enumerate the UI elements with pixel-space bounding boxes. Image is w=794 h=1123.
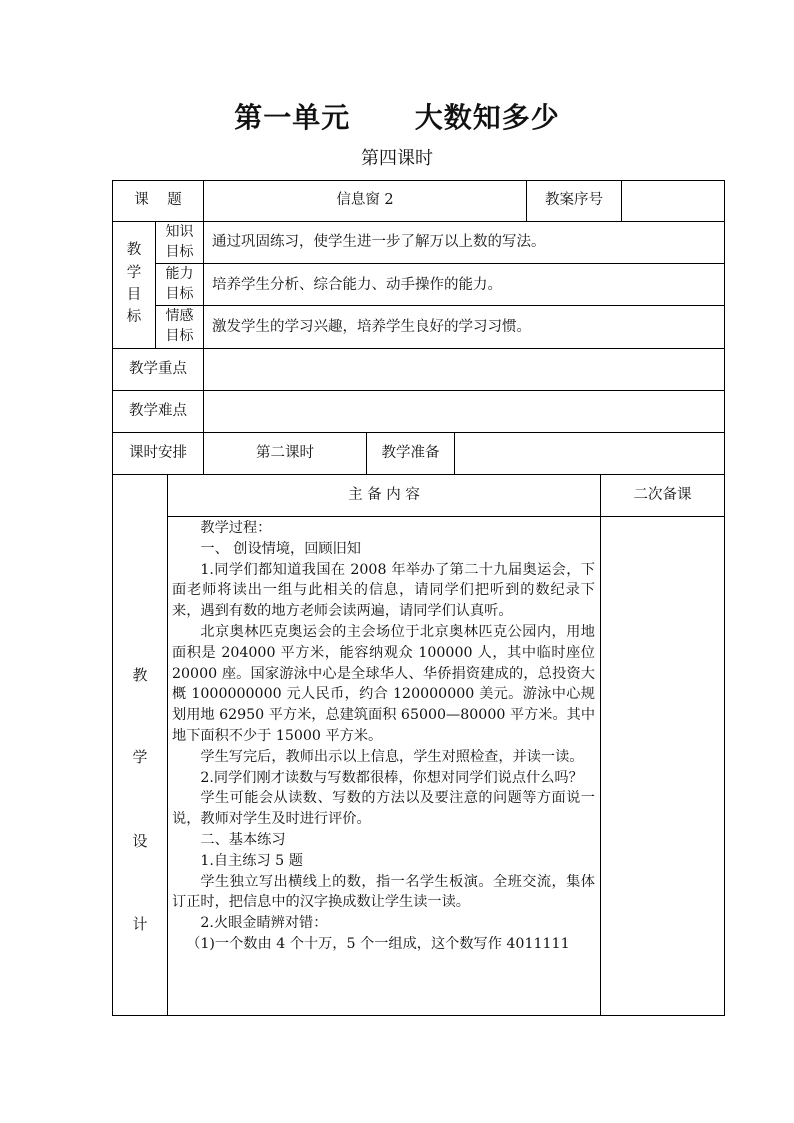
design-side-label-1: 教 xyxy=(132,666,148,684)
schedule-value: 第二课时 xyxy=(256,445,314,461)
objectives-group-cell xyxy=(112,221,156,349)
objectives-group-label-3: 目 xyxy=(126,287,142,303)
serial-label: 教案序号 xyxy=(545,192,603,208)
topic-value: 信息窗 2 xyxy=(336,192,394,208)
exercise-2: 2.火眼金睛辨对错： xyxy=(200,915,328,932)
difficulties-label: 教学难点 xyxy=(129,403,187,419)
design-side-cell xyxy=(112,474,168,1016)
paragraph-2: 2.同学们刚才读数与写数都很棒，你想对同学们说点什么吗？ xyxy=(200,769,583,786)
topic-label: 课 题 xyxy=(134,192,182,208)
difficulties-value-cell xyxy=(203,390,725,433)
main-content-header: 主 备 内 容 xyxy=(348,487,420,503)
paragraph-check: 学生写完后，教师出示以上信息，学生对照检查，并读一读。 xyxy=(200,748,584,765)
exercise-2-item-1: （1)一个数由 4 个十万，5 个一组成，这个数写作 4011111 xyxy=(186,935,570,952)
schedule-label: 课时安排 xyxy=(129,445,187,461)
section-2-heading: 二、基本练习 xyxy=(200,831,286,848)
objectives-group-label-2: 学 xyxy=(126,265,142,281)
ability-goal-text: 培养学生分析、综合能力、动手操作的能力。 xyxy=(212,277,502,293)
emotion-goal-label-line1: 情感 xyxy=(165,308,194,324)
design-side-label-2: 学 xyxy=(132,748,148,766)
ability-goal-label-line2: 目标 xyxy=(165,286,194,302)
lesson-process-text xyxy=(172,518,595,955)
key-points-label: 教学重点 xyxy=(129,361,187,377)
prep-label: 教学准备 xyxy=(381,445,440,461)
design-side-label-3: 设 xyxy=(132,832,148,850)
knowledge-goal-label-line1: 知识 xyxy=(165,224,194,240)
objectives-group-label-1: 教 xyxy=(126,242,142,258)
design-side-label-4: 计 xyxy=(132,915,148,933)
exercise-1-detail: 学生独立写出横线上的数，指一名学生板演。全班交流，集体订正时，把信息中的汉字换成数让学生读一读。 xyxy=(172,873,595,911)
knowledge-goal-label-line2: 目标 xyxy=(165,244,194,260)
process-heading: 教学过程： xyxy=(200,520,272,536)
key-points-value-cell xyxy=(203,348,725,391)
section-1-heading: 一、 创设情境，回顾旧知 xyxy=(200,540,361,557)
objectives-group-label-4: 标 xyxy=(126,309,142,325)
secondary-prep-body-cell xyxy=(600,516,725,1016)
serial-value-cell xyxy=(621,180,725,222)
secondary-prep-header: 二次备课 xyxy=(633,487,692,503)
paragraph-evaluation: 学生可能会从读数、写数的方法以及要注意的问题等方面说一说，教师对学生及时进行评价。 xyxy=(172,790,595,828)
prep-value-cell xyxy=(454,432,725,475)
ability-goal-label-line1: 能力 xyxy=(165,266,194,282)
emotion-goal-text: 激发学生的学习兴趣，培养学生良好的学习习惯。 xyxy=(212,319,531,335)
exercise-1: 1.自主练习 5 题 xyxy=(200,852,303,869)
emotion-goal-label-line2: 目标 xyxy=(165,328,194,344)
page-subtitle: 第四课时 xyxy=(361,148,433,169)
paragraph-1: 1.同学们都知道我国在 2008 年举办了第二十九届奥运会，下面老师将读出一组与此相关的信息，请同学们把听到的数纪录下来，遇到有数的地方老师会读两遍，请同学们认真听。 xyxy=(172,561,595,620)
knowledge-goal-text: 通过巩固练习，使学生进一步了解万以上数的写法。 xyxy=(212,234,546,250)
page-title: 第一单元 大数知多少 xyxy=(234,101,560,134)
paragraph-olympic-info: 北京奥林匹克奥运会的主会场位于北京奥林匹克公园内，用地面积是 204000 平方米，能容纳观众 100000 人，其中临时座位 20000 座。国家游泳中心是全球华人、华侨捐资建成的，总投资大概 1000000000 元人民币，约合 120000000 美元。游泳中心规划用地 62950 平方米，总建筑面积 65000—80000 平方米。其中地下面积不少于 15000 平方米。 xyxy=(172,623,596,744)
